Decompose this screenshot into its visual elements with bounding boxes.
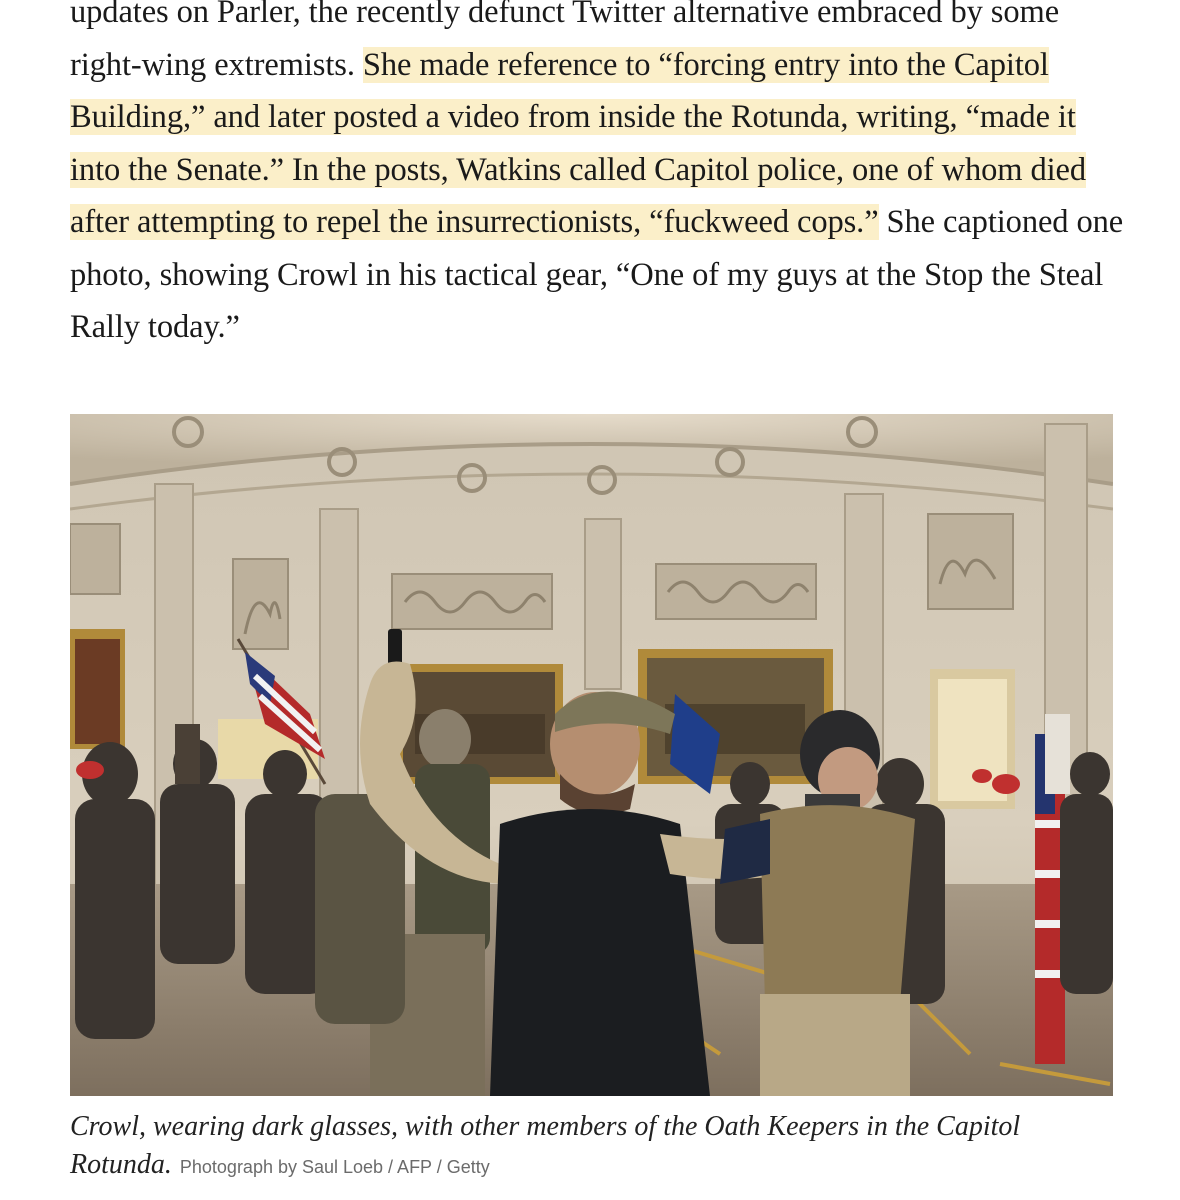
article-body: [70, 0, 1130, 354]
article-photo[interactable]: [70, 414, 1113, 1096]
photo-credit: Photograph by Saul Loeb / AFP / Getty: [179, 1157, 490, 1177]
caption-text: Crowl, wearing dark glasses, with other members of the Oath Keepers in the Capitol Rotunda.: [70, 1111, 1021, 1180]
paragraph-text-end: She captioned one photo, showing Crowl in his tactical gear, “One of my guys at the Stop the Steal Rally today.”: [70, 204, 1124, 345]
highlighted-passage[interactable]: She made reference to “forcing entry into the Capitol Building,” and later posted a video from inside the Rotunda, writing, “made it into the Senate.” In the posts, Watkins called Capitol police, one of whom died after attempting to repel the insurrectionists, “fuckweed cops.”: [70, 46, 1087, 240]
photo-caption: [70, 1108, 1070, 1186]
rotunda-photo-illustration: [70, 414, 1113, 1096]
paragraph-text-start: updates on Parler, the recently defunct Twitter alternative embraced by some right-wing extremists.: [70, 0, 1060, 83]
article-paragraph: [70, 0, 1130, 354]
